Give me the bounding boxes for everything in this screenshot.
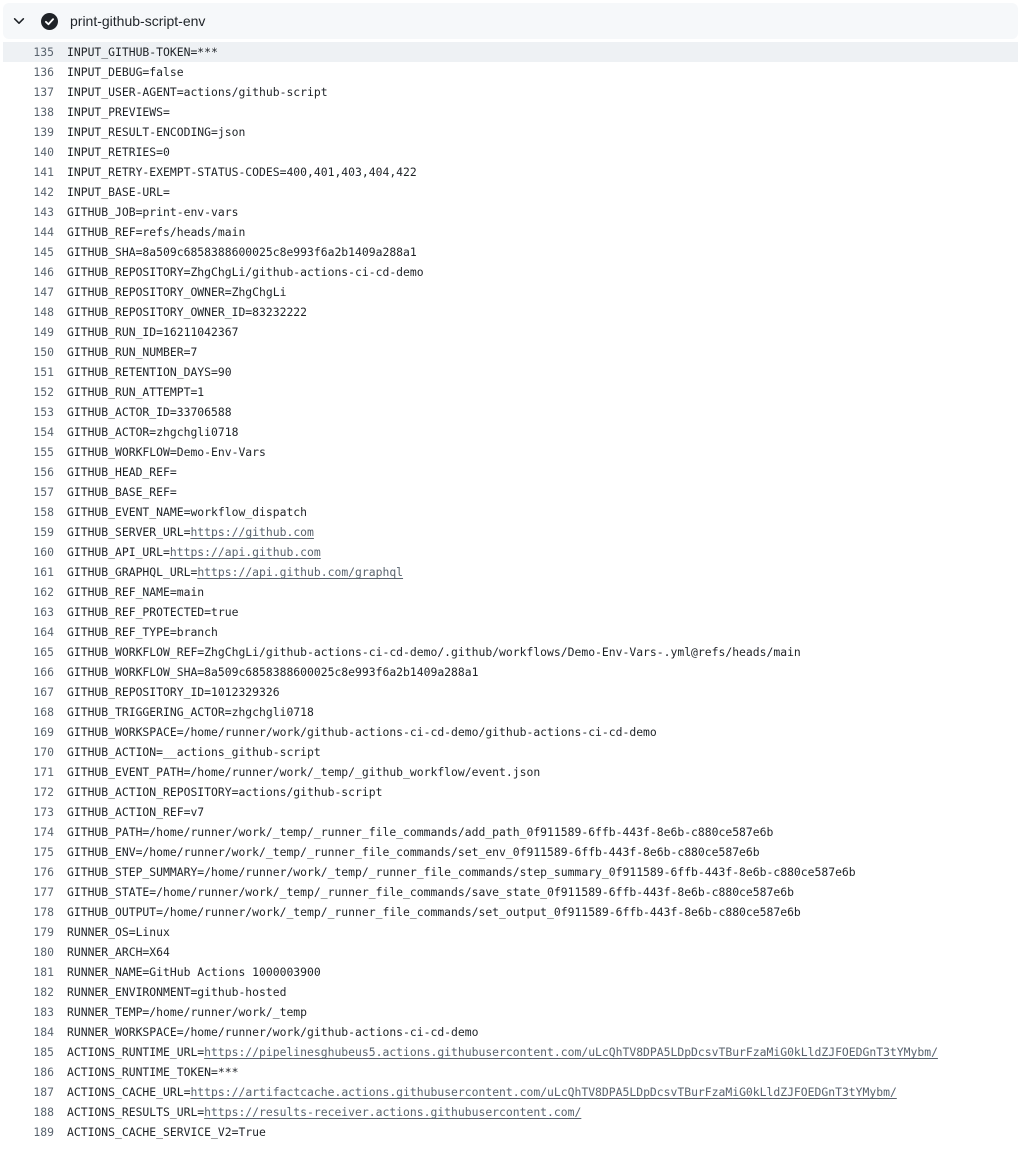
line-text: INPUT_RETRIES=0	[67, 145, 170, 159]
line-number[interactable]: 165	[33, 645, 54, 659]
line-content	[67, 822, 773, 842]
line-text: GITHUB_REPOSITORY_ID=1012329326	[67, 685, 280, 699]
line-content	[67, 662, 478, 682]
line-content	[67, 442, 266, 462]
log-link[interactable]: https://pipelinesghubeus5.actions.githubusercontent.com/uLcQhTV8DPA5LDpDcsvTBurFzaMiG0kLldZJFOEDGnT3tYMybm/	[204, 1045, 938, 1059]
line-content	[67, 1082, 897, 1102]
line-number[interactable]: 142	[33, 185, 54, 199]
line-number[interactable]: 144	[33, 225, 54, 239]
line-text: GITHUB_STEP_SUMMARY=/home/runner/work/_temp/_runner_file_commands/step_summary_0f911589-6ffb-443f-8e6b-c880ce587e6b	[67, 865, 856, 879]
line-number[interactable]: 146	[33, 265, 54, 279]
log-line	[3, 42, 1018, 62]
line-content	[67, 262, 424, 282]
line-text: GITHUB_WORKFLOW_SHA=8a509c6858388600025c8e993f6a2b1409a288a1	[67, 665, 479, 679]
line-number[interactable]: 158	[33, 505, 54, 519]
line-text: GITHUB_GRAPHQL_URL=	[67, 565, 198, 579]
line-content	[67, 402, 232, 422]
line-content	[67, 1122, 266, 1142]
line-number[interactable]: 164	[33, 625, 54, 639]
check-circle-icon	[41, 13, 58, 30]
line-number[interactable]: 138	[33, 105, 54, 119]
line-content	[67, 522, 314, 542]
line-number[interactable]: 182	[33, 985, 54, 999]
log-line	[3, 1002, 1018, 1022]
line-content	[67, 62, 184, 82]
log-line	[3, 1022, 1018, 1042]
log-line	[3, 182, 1018, 202]
line-number[interactable]: 189	[33, 1125, 54, 1139]
line-number[interactable]: 185	[33, 1045, 54, 1059]
line-number[interactable]: 150	[33, 345, 54, 359]
line-content	[67, 302, 307, 322]
line-text: ACTIONS_CACHE_URL=	[67, 1085, 191, 1099]
line-text: GITHUB_WORKSPACE=/home/runner/work/github-actions-ci-cd-demo/github-actions-ci-cd-demo	[67, 725, 657, 739]
log-line	[3, 842, 1018, 862]
line-content	[67, 842, 760, 862]
log-line	[3, 422, 1018, 442]
line-content	[67, 1102, 581, 1122]
line-text: RUNNER_ENVIRONMENT=github-hosted	[67, 985, 287, 999]
line-content	[67, 422, 238, 442]
line-text: GITHUB_ACTION=__actions_github-script	[67, 745, 321, 759]
line-text: INPUT_DEBUG=false	[67, 65, 184, 79]
line-number[interactable]: 136	[33, 65, 54, 79]
line-content	[67, 1042, 938, 1062]
line-number[interactable]: 181	[33, 965, 54, 979]
line-text: GITHUB_SERVER_URL=	[67, 525, 191, 539]
line-number[interactable]: 149	[33, 325, 54, 339]
log-link[interactable]: https://results-receiver.actions.githubusercontent.com/	[204, 1105, 582, 1119]
log-line	[3, 1042, 1018, 1062]
line-number[interactable]: 170	[33, 745, 54, 759]
line-number[interactable]: 154	[33, 425, 54, 439]
line-number[interactable]: 139	[33, 125, 54, 139]
line-number[interactable]: 166	[33, 665, 54, 679]
log-line	[3, 922, 1018, 942]
log-line	[3, 882, 1018, 902]
line-text: GITHUB_RUN_ID=16211042367	[67, 325, 239, 339]
log-line	[3, 342, 1018, 362]
log-line	[3, 682, 1018, 702]
log-line	[3, 1082, 1018, 1102]
log-line	[3, 242, 1018, 262]
log-line	[3, 462, 1018, 482]
line-text: GITHUB_EVENT_NAME=workflow_dispatch	[67, 505, 308, 519]
line-content	[67, 222, 245, 242]
line-number[interactable]: 159	[33, 525, 54, 539]
log-line	[3, 302, 1018, 322]
log-line	[3, 262, 1018, 282]
line-number[interactable]: 187	[33, 1085, 54, 1099]
line-content	[67, 42, 218, 62]
line-text: GITHUB_STATE=/home/runner/work/_temp/_runner_file_commands/save_state_0f911589-6ffb-443f-8e6b-c880ce587e6b	[67, 885, 794, 899]
line-content	[67, 482, 177, 502]
line-text: INPUT_GITHUB-TOKEN=***	[67, 45, 218, 59]
log-line	[3, 382, 1018, 402]
line-content	[67, 342, 197, 362]
log-line	[3, 582, 1018, 602]
log-line	[3, 622, 1018, 642]
line-number[interactable]: 140	[33, 145, 54, 159]
line-content	[67, 702, 314, 722]
line-number[interactable]: 169	[33, 725, 54, 739]
line-content	[67, 742, 321, 762]
line-text: GITHUB_REPOSITORY_OWNER_ID=83232222	[67, 305, 308, 319]
log-line	[3, 1102, 1018, 1122]
line-text: GITHUB_API_URL=	[67, 545, 170, 559]
step-title: print-github-script-env	[70, 13, 206, 29]
line-content	[67, 642, 801, 662]
line-number[interactable]: 177	[33, 885, 54, 899]
line-content	[67, 242, 417, 262]
line-text: GITHUB_BASE_REF=	[67, 485, 177, 499]
line-text: GITHUB_WORKFLOW_REF=ZhgChgLi/github-actions-ci-cd-demo/.github/workflows/Demo-Env-Vars-.yml@refs/heads/main	[67, 645, 801, 659]
line-number[interactable]: 163	[33, 605, 54, 619]
log-output	[3, 42, 1018, 1142]
line-content	[67, 902, 801, 922]
chevron-down-icon[interactable]	[12, 14, 26, 28]
line-text: GITHUB_PATH=/home/runner/work/_temp/_runner_file_commands/add_path_0f911589-6ffb-443f-8e6b-c880ce587e6b	[67, 825, 774, 839]
line-number[interactable]: 137	[33, 85, 54, 99]
log-line	[3, 782, 1018, 802]
line-text: GITHUB_ENV=/home/runner/work/_temp/_runner_file_commands/set_env_0f911589-6ffb-443f-8e6b-c880ce587e6b	[67, 845, 760, 859]
line-text: ACTIONS_RUNTIME_TOKEN=***	[67, 1065, 239, 1079]
log-line	[3, 202, 1018, 222]
log-line	[3, 102, 1018, 122]
line-number[interactable]: 167	[33, 685, 54, 699]
line-text: GITHUB_RUN_ATTEMPT=1	[67, 385, 205, 399]
log-line	[3, 822, 1018, 842]
line-number[interactable]: 143	[33, 205, 54, 219]
line-content	[67, 282, 286, 302]
line-content	[67, 542, 321, 562]
log-line	[3, 162, 1018, 182]
line-number[interactable]: 162	[33, 585, 54, 599]
line-number[interactable]: 151	[33, 365, 54, 379]
line-content	[67, 562, 403, 582]
line-content	[67, 122, 245, 142]
line-number[interactable]: 135	[33, 45, 54, 59]
line-number[interactable]: 186	[33, 1065, 54, 1079]
line-content	[67, 982, 286, 1002]
log-line	[3, 222, 1018, 242]
line-text: GITHUB_OUTPUT=/home/runner/work/_temp/_runner_file_commands/set_output_0f911589-6ffb-443f-8e6b-c880ce587e6b	[67, 905, 801, 919]
line-content	[67, 502, 307, 522]
log-line	[3, 942, 1018, 962]
line-text: GITHUB_REF_TYPE=branch	[67, 625, 218, 639]
log-line	[3, 522, 1018, 542]
line-content	[67, 382, 204, 402]
log-line	[3, 402, 1018, 422]
log-line	[3, 442, 1018, 462]
log-line	[3, 642, 1018, 662]
line-number[interactable]: 141	[33, 165, 54, 179]
log-line	[3, 362, 1018, 382]
line-text: RUNNER_TEMP=/home/runner/work/_temp	[67, 1005, 308, 1019]
line-text: ACTIONS_RUNTIME_URL=	[67, 1045, 205, 1059]
log-line	[3, 322, 1018, 342]
line-number[interactable]: 147	[33, 285, 54, 299]
line-text: GITHUB_RETENTION_DAYS=90	[67, 365, 232, 379]
log-line	[3, 762, 1018, 782]
log-link[interactable]: https://api.github.com/graphql	[197, 565, 404, 579]
log-line	[3, 982, 1018, 1002]
line-number[interactable]: 148	[33, 305, 54, 319]
line-number[interactable]: 183	[33, 1005, 54, 1019]
line-number[interactable]: 180	[33, 945, 54, 959]
line-number[interactable]: 172	[33, 785, 54, 799]
log-line	[3, 702, 1018, 722]
line-text: GITHUB_ACTION_REPOSITORY=actions/github-script	[67, 785, 383, 799]
line-number[interactable]: 178	[33, 905, 54, 919]
line-text: INPUT_PREVIEWS=	[67, 105, 170, 119]
log-line	[3, 122, 1018, 142]
line-content	[67, 962, 321, 982]
line-number[interactable]: 156	[33, 465, 54, 479]
line-text: GITHUB_RUN_NUMBER=7	[67, 345, 198, 359]
line-text: GITHUB_ACTION_REF=v7	[67, 805, 205, 819]
line-text: GITHUB_WORKFLOW=Demo-Env-Vars	[67, 445, 266, 459]
log-link[interactable]: https://github.com	[190, 525, 314, 539]
log-line	[3, 562, 1018, 582]
line-content	[67, 622, 218, 642]
line-text: GITHUB_REF=refs/heads/main	[67, 225, 246, 239]
line-text: INPUT_RETRY-EXEMPT-STATUS-CODES=400,401,403,404,422	[67, 165, 417, 179]
line-content	[67, 602, 238, 622]
log-link[interactable]: https://artifactcache.actions.githubusercontent.com/uLcQhTV8DPA5LDpDcsvTBurFzaMiG0kLldZJFOEDGnT3tYMybm/	[190, 1085, 897, 1099]
line-text: GITHUB_ACTOR=zhgchgli0718	[67, 425, 239, 439]
log-line	[3, 282, 1018, 302]
line-content	[67, 1062, 238, 1082]
line-content	[67, 802, 204, 822]
log-line	[3, 62, 1018, 82]
log-line	[3, 742, 1018, 762]
line-number[interactable]: 179	[33, 925, 54, 939]
log-line	[3, 802, 1018, 822]
line-number[interactable]: 171	[33, 765, 54, 779]
line-text: RUNNER_NAME=GitHub Actions 1000003900	[67, 965, 321, 979]
log-line	[3, 542, 1018, 562]
line-content	[67, 862, 856, 882]
line-text: GITHUB_ACTOR_ID=33706588	[67, 405, 232, 419]
log-line	[3, 602, 1018, 622]
line-content	[67, 782, 382, 802]
line-text: GITHUB_SHA=8a509c6858388600025c8e993f6a2b1409a288a1	[67, 245, 417, 259]
line-text: GITHUB_HEAD_REF=	[67, 465, 177, 479]
line-text: INPUT_RESULT-ENCODING=json	[67, 125, 246, 139]
line-content	[67, 582, 204, 602]
line-content	[67, 182, 170, 202]
line-text: GITHUB_REF_PROTECTED=true	[67, 605, 239, 619]
log-line	[3, 1062, 1018, 1082]
log-line	[3, 962, 1018, 982]
log-line	[3, 82, 1018, 102]
line-text: RUNNER_WORKSPACE=/home/runner/work/github-actions-ci-cd-demo	[67, 1025, 479, 1039]
line-content	[67, 762, 540, 782]
line-content	[67, 322, 238, 342]
line-content	[67, 82, 328, 102]
line-text: GITHUB_REPOSITORY_OWNER=ZhgChgLi	[67, 285, 287, 299]
line-number[interactable]: 161	[33, 565, 54, 579]
line-number[interactable]: 168	[33, 705, 54, 719]
line-content	[67, 722, 657, 742]
line-text: GITHUB_REF_NAME=main	[67, 585, 205, 599]
line-text: GITHUB_TRIGGERING_ACTOR=zhgchgli0718	[67, 705, 314, 719]
log-link[interactable]: https://api.github.com	[169, 545, 321, 559]
line-content	[67, 142, 170, 162]
log-line	[3, 482, 1018, 502]
line-number[interactable]: 175	[33, 845, 54, 859]
line-number[interactable]: 152	[33, 385, 54, 399]
line-text: GITHUB_REPOSITORY=ZhgChgLi/github-actions-ci-cd-demo	[67, 265, 424, 279]
line-content	[67, 102, 170, 122]
log-line	[3, 662, 1018, 682]
line-content	[67, 362, 232, 382]
line-number[interactable]: 145	[33, 245, 54, 259]
line-text: INPUT_USER-AGENT=actions/github-script	[67, 85, 328, 99]
line-content	[67, 1022, 478, 1042]
line-number[interactable]: 188	[33, 1105, 54, 1119]
line-text: RUNNER_ARCH=X64	[67, 945, 170, 959]
line-content	[67, 1002, 307, 1022]
line-content	[67, 922, 170, 942]
log-line	[3, 1122, 1018, 1142]
line-number[interactable]: 176	[33, 865, 54, 879]
line-text: RUNNER_OS=Linux	[67, 925, 170, 939]
log-line	[3, 722, 1018, 742]
line-text: GITHUB_EVENT_PATH=/home/runner/work/_temp/_github_workflow/event.json	[67, 765, 541, 779]
step-header[interactable]	[3, 3, 1018, 39]
log-line	[3, 142, 1018, 162]
line-content	[67, 682, 280, 702]
line-content	[67, 462, 177, 482]
log-line	[3, 902, 1018, 922]
line-number[interactable]: 174	[33, 825, 54, 839]
line-number[interactable]: 184	[33, 1025, 54, 1039]
line-number[interactable]: 160	[33, 545, 54, 559]
line-number[interactable]: 173	[33, 805, 54, 819]
line-content	[67, 942, 170, 962]
line-content	[67, 162, 417, 182]
line-number[interactable]: 155	[33, 445, 54, 459]
line-number[interactable]: 157	[33, 485, 54, 499]
log-line	[3, 502, 1018, 522]
log-line	[3, 862, 1018, 882]
line-text: GITHUB_JOB=print-env-vars	[67, 205, 239, 219]
line-content	[67, 202, 238, 222]
line-text: INPUT_BASE-URL=	[67, 185, 170, 199]
line-text: ACTIONS_RESULTS_URL=	[67, 1105, 205, 1119]
line-content	[67, 882, 794, 902]
line-number[interactable]: 153	[33, 405, 54, 419]
line-text: ACTIONS_CACHE_SERVICE_V2=True	[67, 1125, 266, 1139]
